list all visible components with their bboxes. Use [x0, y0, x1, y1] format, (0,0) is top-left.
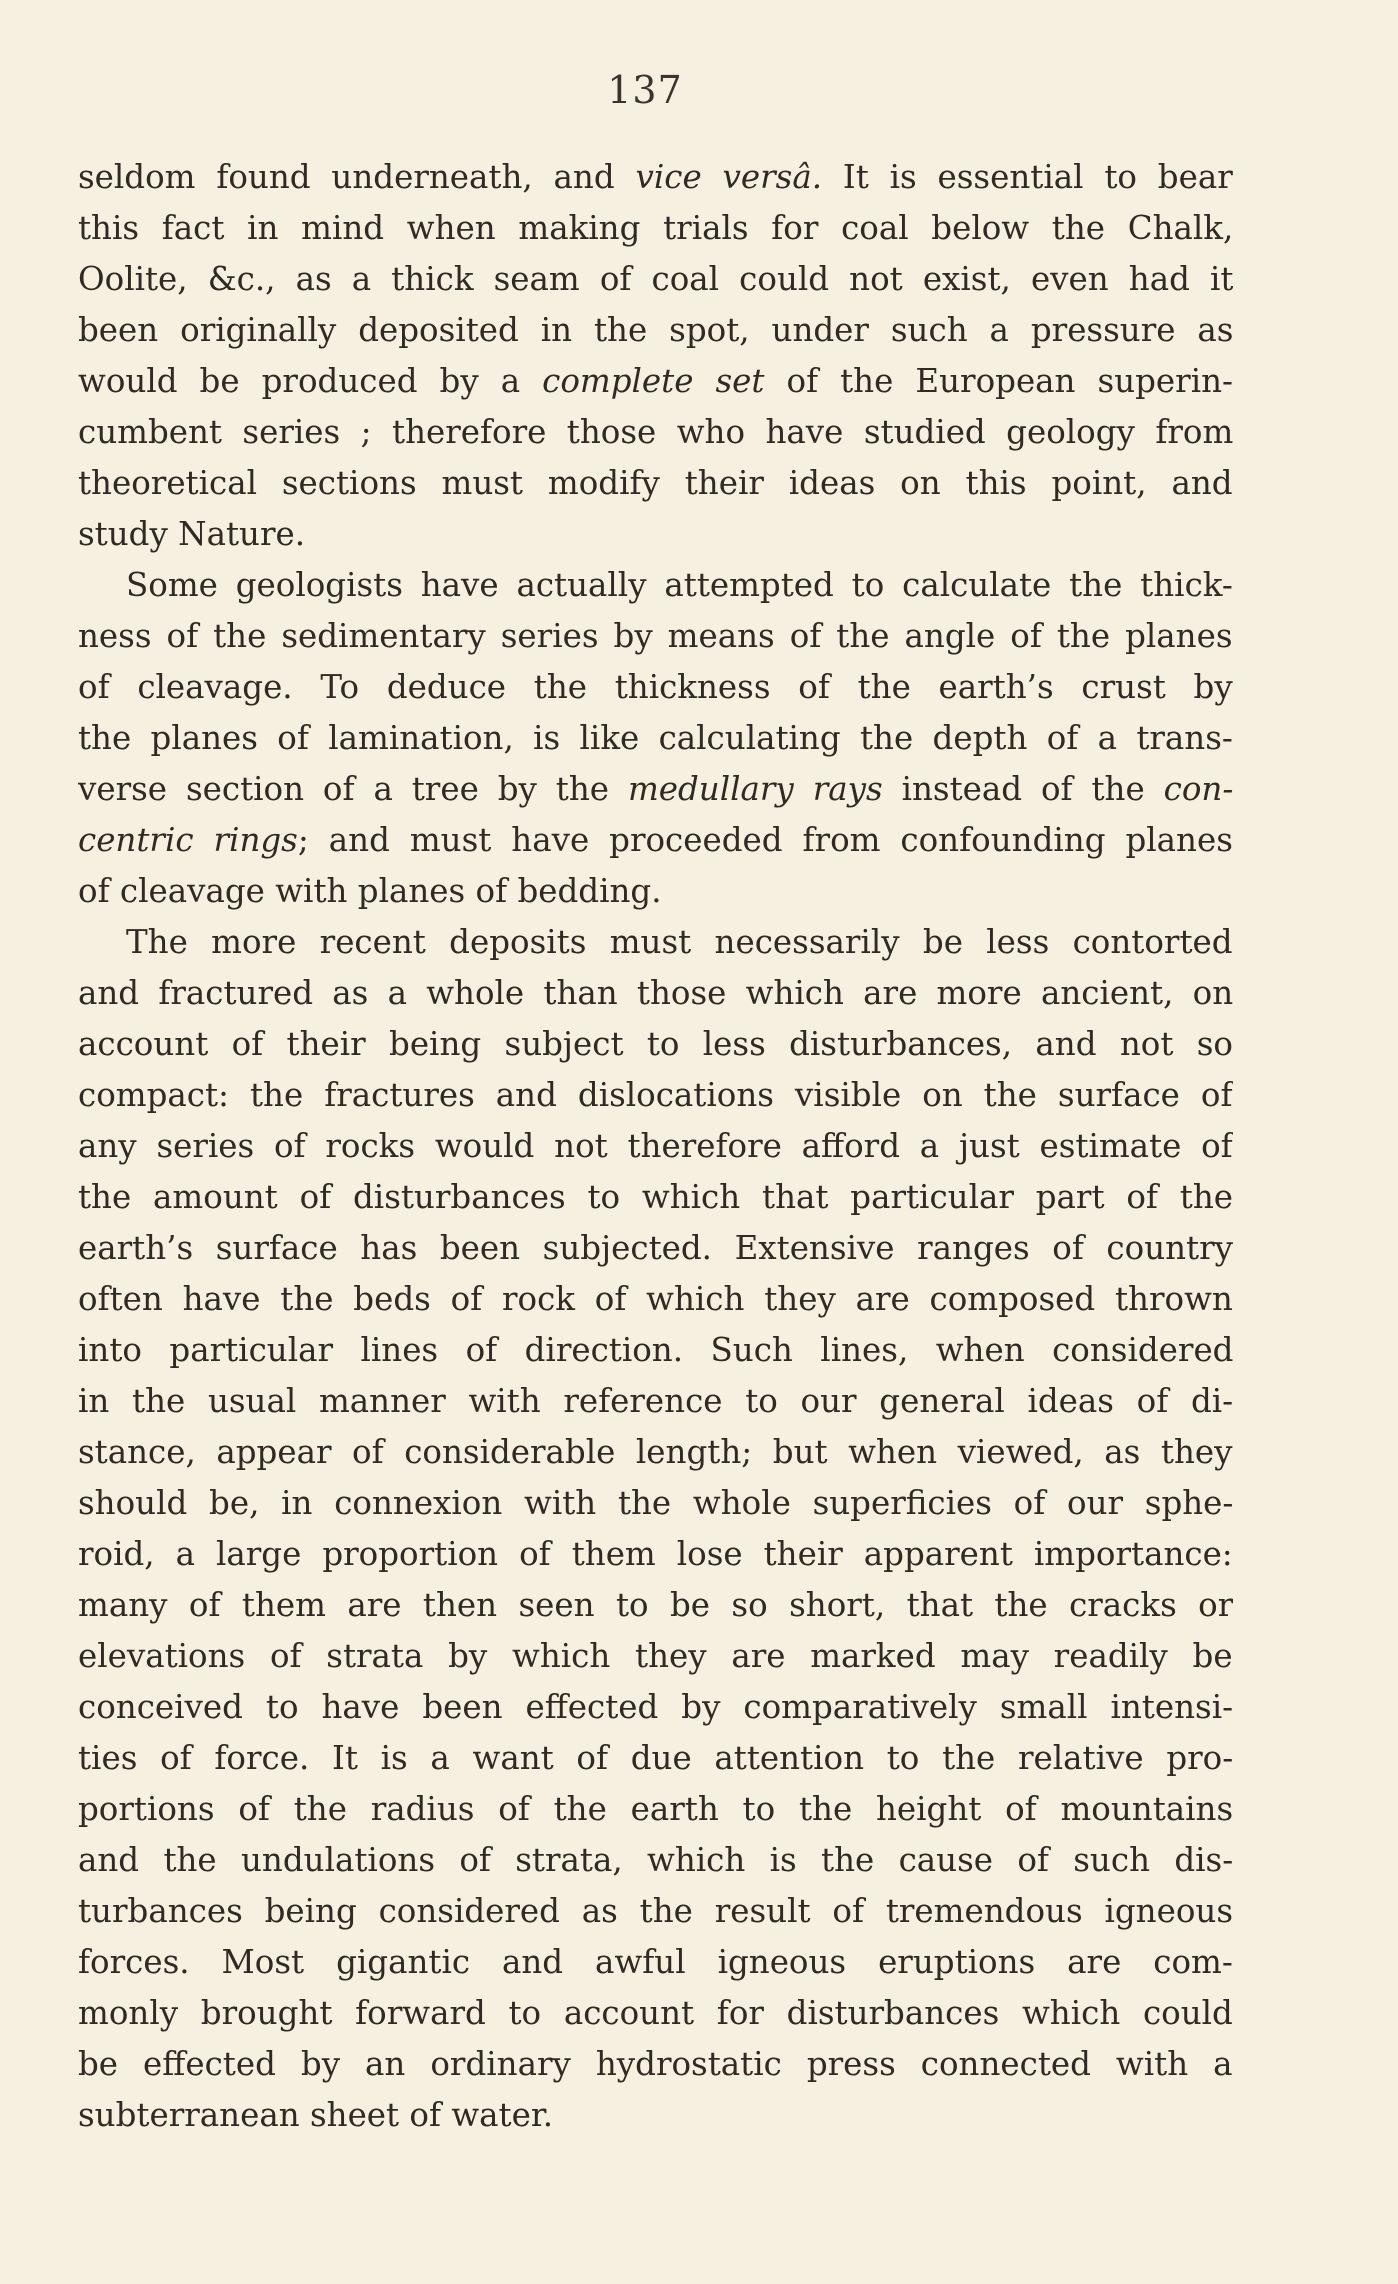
text-line: theoretical sections must modify their ideas on this point, and — [78, 464, 1233, 502]
text-line: of cleavage. To deduce the thickness of the earth’s crust by — [78, 668, 1233, 706]
text-run: It is essential to bear — [822, 158, 1233, 196]
text-line: monly brought forward to account for disturbances which could — [78, 1994, 1233, 2032]
text-line: many of them are then seen to be so short, that the cracks or — [78, 1586, 1233, 1624]
text-run: ; and must have proceeded from confounding planes — [297, 821, 1233, 859]
text-line: earth’s surface has been subjected. Extensive ranges of country — [78, 1229, 1233, 1267]
text-line: any series of rocks would not therefore afford a just estimate of — [78, 1127, 1233, 1165]
text-line — [78, 152, 1233, 203]
text-line — [78, 356, 1233, 407]
italic-run: complete set — [542, 362, 765, 400]
text-line: Some geologists have actually attempted to calculate the thick- — [126, 566, 1233, 604]
text-line: conceived to have been effected by comparatively small intensi- — [78, 1688, 1233, 1726]
italic-run: centric rings — [78, 821, 298, 859]
text-line: should be, in connexion with the whole superficies of our sphe- — [78, 1484, 1233, 1522]
text-line: The more recent deposits must necessarily be less contorted — [126, 923, 1233, 961]
text-line: in the usual manner with reference to our general ideas of di- — [78, 1382, 1233, 1420]
text-line: elevations of strata by which they are marked may readily be — [78, 1637, 1233, 1675]
text-run: verse section of a tree by the — [78, 770, 628, 808]
text-run: of the European superin- — [764, 362, 1233, 400]
text-run: instead of the — [882, 770, 1164, 808]
text-line: be effected by an ordinary hydrostatic press connected with a — [78, 2045, 1233, 2083]
text-line: been originally deposited in the spot, under such a pressure as — [78, 311, 1233, 349]
text-line: cumbent series ; therefore those who have studied geology from — [78, 413, 1233, 451]
text-line: compact: the fractures and dislocations visible on the surface of — [78, 1076, 1233, 1114]
text-line: portions of the radius of the earth to the height of mountains — [78, 1790, 1233, 1828]
text-line — [78, 815, 1233, 866]
text-line: ness of the sedimentary series by means of the angle of the planes — [78, 617, 1233, 655]
italic-run: medullary rays — [627, 770, 883, 808]
text-line: often have the beds of rock of which they are composed thrown — [78, 1280, 1233, 1318]
text-line: of cleavage with planes of bedding. — [78, 872, 662, 910]
text-line: turbances being considered as the result of tremendous igneous — [78, 1892, 1233, 1930]
body-text — [78, 152, 1233, 2141]
text-run: would be produced by a — [78, 362, 543, 400]
text-line: roid, a large proportion of them lose their apparent importance: — [78, 1535, 1233, 1573]
text-line — [78, 764, 1233, 815]
text-line: ties of force. It is a want of due attention to the relative pro- — [78, 1739, 1233, 1777]
text-line: study Nature. — [78, 515, 306, 553]
text-line: and the undulations of strata, which is the cause of such dis- — [78, 1841, 1233, 1879]
text-line: the amount of disturbances to which that particular part of the — [78, 1178, 1233, 1216]
text-line: account of their being subject to less disturbances, and not so — [78, 1025, 1233, 1063]
text-line: this fact in mind when making trials for coal below the Chalk, — [78, 209, 1233, 247]
text-run: seldom found underneath, and — [78, 158, 636, 196]
text-line: into particular lines of direction. Such lines, when considered — [78, 1331, 1233, 1369]
text-line: Oolite, &c., as a thick seam of coal could not exist, even had it — [78, 260, 1233, 298]
text-line: stance, appear of considerable length; but when viewed, as they — [78, 1433, 1233, 1471]
text-line: forces. Most gigantic and awful igneous eruptions are com- — [78, 1943, 1233, 1981]
text-line: subterranean sheet of water. — [78, 2096, 554, 2134]
italic-run: con- — [1163, 770, 1233, 808]
italic-run: vice versâ. — [635, 158, 823, 196]
text-line: the planes of lamination, is like calculating the depth of a trans- — [78, 719, 1233, 757]
text-line: and fractured as a whole than those which are more ancient, on — [78, 974, 1233, 1012]
page-number: 137 — [607, 68, 683, 112]
